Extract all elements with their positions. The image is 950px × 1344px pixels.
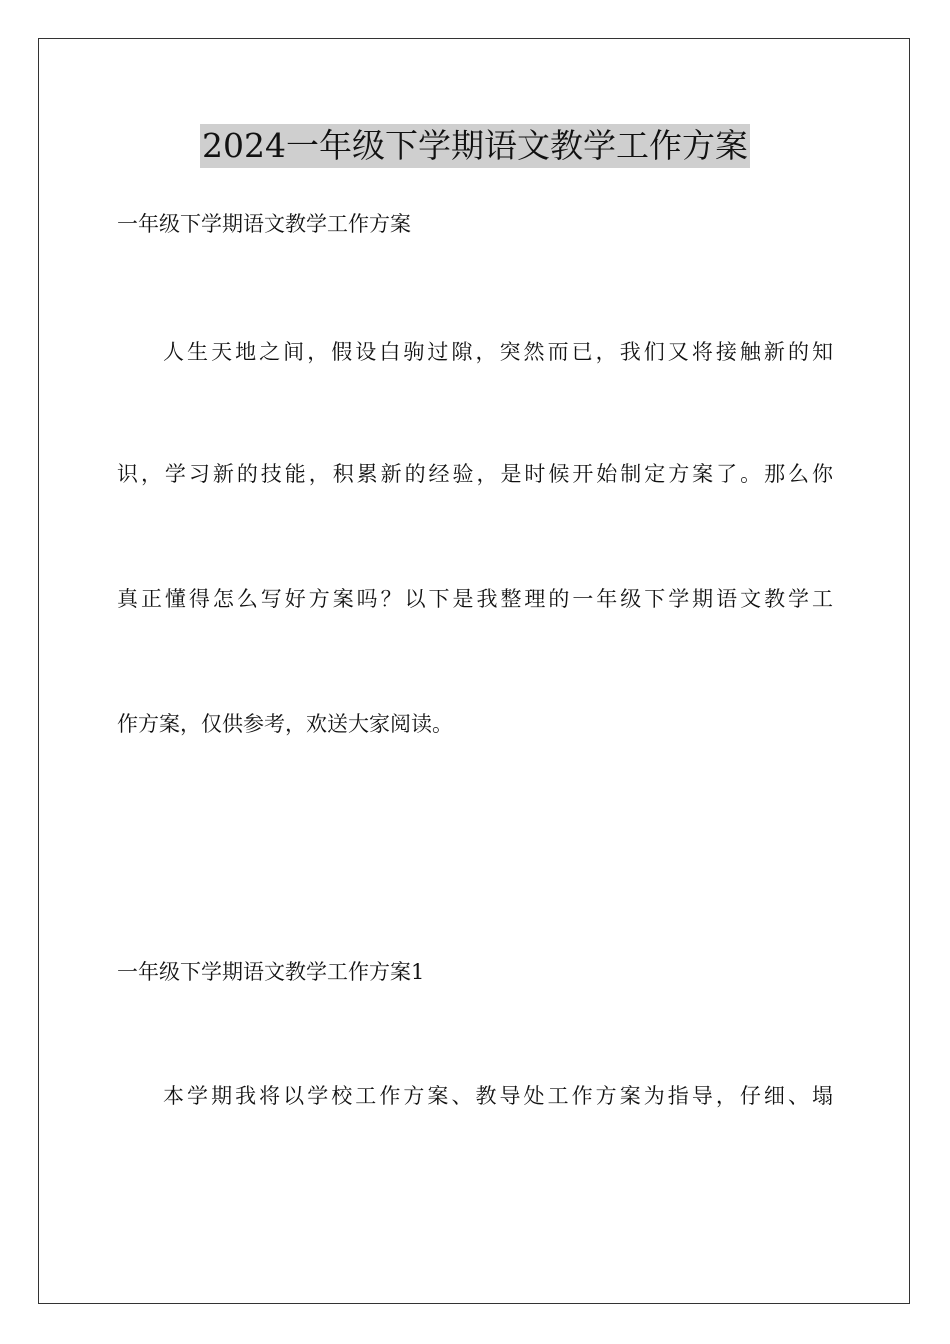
intro-line-2: 识，学习新的技能，积累新的经验，是时候开始制定方案了。那么你 [117,462,833,486]
intro-line-4: 作方案，仅供参考，欢送大家阅读。 [117,712,453,736]
section-1-heading: 一年级下学期语文教学工作方案1 [117,960,425,984]
document-title: 2024一年级下学期语文教学工作方案 [200,124,750,168]
title-container [0,124,950,168]
section-1-line-1: 本学期我将以学校工作方案、教导处工作方案为指导，仔细、塌 [163,1084,833,1108]
intro-line-3: 真正懂得怎么写好方案吗？以下是我整理的一年级下学期语文教学工 [117,587,833,611]
intro-line-1: 人生天地之间，假设白驹过隙，突然而已，我们又将接触新的知 [163,340,833,364]
document-subtitle: 一年级下学期语文教学工作方案 [117,212,411,236]
